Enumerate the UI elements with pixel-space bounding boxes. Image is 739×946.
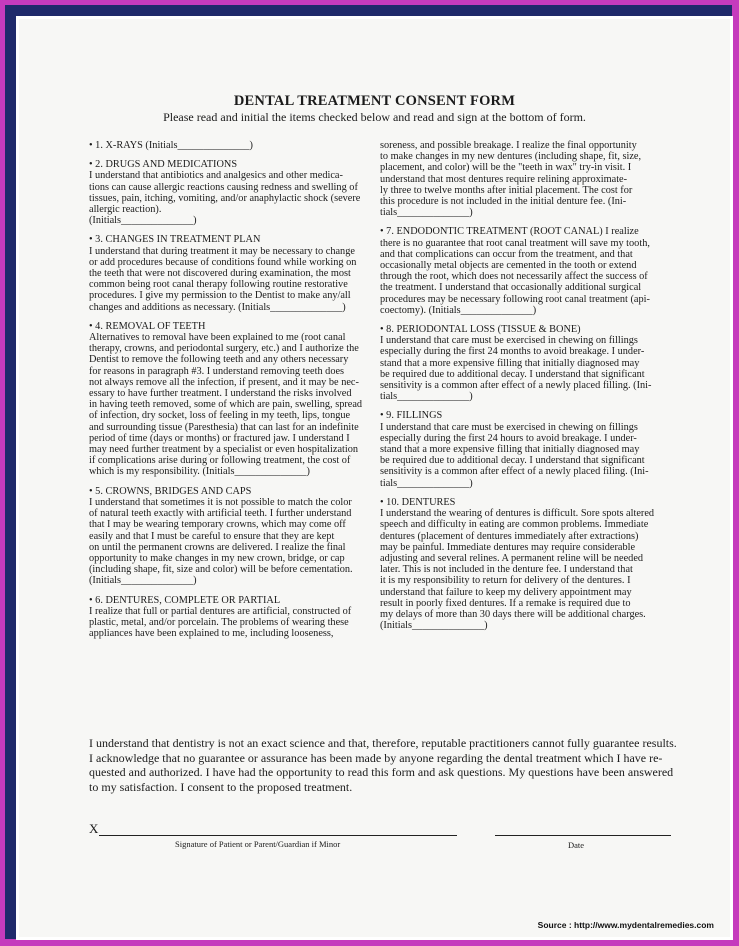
section-line: • 4. REMOVAL OF TEETH	[89, 320, 206, 332]
section-line: be required due to additional decay. I understand that significant	[380, 368, 645, 380]
form-title: DENTAL TREATMENT CONSENT FORM	[233, 93, 516, 109]
section-line: period of time (days or months) or fractured jaw. I understand I	[89, 432, 350, 444]
form-section	[380, 140, 671, 218]
section-line: my delays of more than 30 days there will be additional charges.	[380, 608, 646, 620]
section-line: procedures may be necessary following root canal treatment (api-	[380, 293, 650, 305]
section-line: through the root, which does not necessarily affect the success of	[380, 271, 648, 283]
section-line: • 2. DRUGS AND MEDICATIONS	[89, 159, 238, 171]
signature-label: Signature of Patient or Parent/Guardian if Minor	[175, 839, 341, 849]
section-line: I understand that care must be exercised in chewing on fillings	[380, 335, 638, 347]
section-line: opportunity to make changes in my new crown, bridge, or cap	[89, 552, 345, 564]
section-line: I understand that during treatment it may be necessary to change	[89, 245, 355, 257]
section-line: the teeth that were not discovered during examination, the most	[89, 268, 351, 280]
section-line: placement, and color) will be the "teeth in wax" try-in visit. I	[380, 162, 632, 174]
section-line: in having teeth removed, some of which are pain, swelling, spread	[89, 399, 363, 411]
section-line: that I may be wearing temporary crowns, which may come off	[89, 519, 346, 531]
consent-statement	[89, 736, 679, 795]
section-line: on until the permanent crowns are delivered. I realize the final	[89, 541, 346, 553]
section-line: later. This is not included in the denture fee. I understand that	[380, 564, 633, 576]
section-line: stand that a more expensive filling that initially diagnosed may	[380, 444, 640, 456]
outer-frame	[5, 5, 732, 939]
section-line: tials______________)	[380, 207, 473, 219]
section-line: tials______________)	[380, 391, 473, 403]
section-line: common being root canal therapy following routine restorative	[89, 279, 348, 291]
section-line: the treatment. I understand that occasionally additional surgical	[380, 282, 642, 294]
section-line: allergic reaction).	[89, 204, 162, 216]
section-line: essary to have further treatment. I understand the risks involved	[89, 388, 352, 400]
section-line: not always remove all the infection, if present, and it may be nec-	[89, 376, 359, 388]
section-line: may be painful. Immediate dentures may require considerable	[380, 541, 636, 553]
section-line: • 3. CHANGES IN TREATMENT PLAN	[89, 234, 261, 246]
section-line: for reasons in paragraph #3. I understand removing teeth does	[89, 365, 345, 377]
section-line: • 8. PERIODONTAL LOSS (TISSUE & BONE)	[380, 324, 581, 336]
section-line: and that complications can occur from the treatment, and that	[380, 248, 633, 260]
section-line: I understand that sometimes it is not possible to match the color	[89, 496, 352, 508]
form-section	[380, 324, 671, 402]
signature-line	[99, 835, 457, 836]
section-line: especially during the first 24 months to avoid breakage. I under-	[380, 346, 645, 358]
section-line: and surrounding tissue (Paresthesia) that can last for an indefinite	[89, 421, 359, 433]
section-line: (Initials______________)	[89, 575, 197, 587]
section-line: speech and difficulty in eating are common problems. Immediate	[380, 519, 649, 531]
section-line: of natural teeth exactly with artificial teeth. I further understand	[89, 508, 352, 520]
section-line: I understand that antibiotics and analgesics and other medica-	[89, 170, 343, 182]
section-line: • 9. FILLINGS	[380, 410, 443, 422]
section-line: be required due to additional decay. I understand that significant	[380, 455, 645, 467]
section-line: if complications arise during or following treatment, the cost of	[89, 455, 351, 467]
section-line: procedures. I give my permission to the Dentist to make any/all	[89, 290, 351, 302]
section-line: plastic, metal, and/or porcelain. The problems of wearing these	[89, 616, 349, 628]
date-line	[495, 835, 671, 836]
section-line: which is my responsibility. (Initials______________)	[89, 466, 310, 478]
section-line: of infection, dry socket, loss of feeling in my teeth, lips, tongue	[89, 410, 351, 422]
form-section	[380, 497, 671, 631]
section-line: • 6. DENTURES, COMPLETE OR PARTIAL	[89, 594, 281, 606]
section-line: coectomy). (Initials______________)	[380, 304, 537, 316]
section-line: soreness, and possible breakage. I realize the final opportunity	[380, 140, 637, 151]
form-section	[380, 226, 671, 316]
section-line: ly three to twelve months after initial placement. The cost for	[380, 184, 633, 196]
section-line: to make changes in my new dentures (including shape, fit, size,	[380, 151, 642, 163]
form-section	[89, 486, 371, 587]
consent-form-page	[17, 17, 732, 939]
section-line: sensitivity is a common after effect of a newly placed filing. (Ini-	[380, 466, 649, 478]
inner-frame	[16, 16, 733, 940]
form-section	[89, 234, 371, 312]
section-line: occasionally metal objects are cemented in the tooth or extend	[380, 260, 637, 272]
section-line: • 1. X-RAYS (Initials______________)	[89, 140, 253, 151]
form-subtitle: Please read and initial the items checked below and read and sign at the bottom of form.	[163, 110, 586, 124]
section-line: Alternatives to removal have been explained to me (root canal	[89, 332, 346, 344]
statement-line: quested and authorized. I have had the opportunity to read this form and ask questions. My questions have been answered	[89, 765, 674, 780]
signature-x: X	[89, 821, 99, 836]
section-line: (Initials______________)	[380, 620, 488, 632]
section-line: appliances have been explained to me, including looseness,	[89, 628, 334, 640]
section-line: understand that failure to keep my delivery appointment may	[380, 586, 632, 598]
section-line: I realize that full or partial dentures are artificial, constructed of	[89, 605, 352, 617]
section-line: I understand that care must be exercised in chewing on fillings	[380, 421, 638, 433]
section-line: especially during the first 24 hours to avoid breakage. I under-	[380, 432, 637, 444]
section-line: understand that most dentures require relining approximate-	[380, 173, 628, 185]
form-section	[89, 140, 371, 151]
statement-line: I acknowledge that no guarantee or assurance has been made by anyone regarding the dental treatment which I have re-	[89, 750, 663, 765]
section-line: may need further treatment by a specialist or even hospitalization	[89, 444, 359, 456]
source-credit: Source : http://www.mydentalremedies.com	[537, 920, 714, 930]
right-column	[380, 140, 671, 639]
section-line: adjusting and several relines. A permanent reline will be needed	[380, 552, 644, 564]
section-line: result in poorly fixed dentures. If a remake is required due to	[380, 597, 631, 609]
section-line: tissues, pain, itching, vomiting, and/or anaphylactic shock (severe	[89, 192, 361, 204]
section-line: (including shape, fit, size and color) will be before cementation.	[89, 564, 353, 576]
form-section	[89, 595, 371, 640]
section-line: dentures (placement of dentures immediately after extractions)	[380, 530, 639, 542]
statement-line: I understand that dentistry is not an exact science and that, therefore, reputable practitioners cannot fully guarantee results.	[89, 736, 677, 750]
section-line: therapy, crowns, and periodontal surgery, etc.) and I authorize the	[89, 343, 359, 355]
left-column	[89, 140, 371, 647]
date-label: Date	[568, 840, 585, 850]
section-line: or add procedures because of conditions found while working on	[89, 256, 357, 268]
section-line: stand that a more expensive filling that initially diagnosed may	[380, 357, 640, 369]
form-section	[89, 159, 371, 226]
section-line: it is my responsibility to return for delivery of the dentures. I	[380, 575, 631, 587]
section-line: tions can cause allergic reactions causing redness and swelling of	[89, 181, 358, 193]
section-line: • 10. DENTURES	[380, 496, 456, 508]
section-line: changes and additions as necessary. (Initials______________)	[89, 301, 346, 313]
section-line: Dentist to remove the following teeth and any others necessary	[89, 354, 349, 366]
section-line: I understand the wearing of dentures is difficult. Sore spots altered	[380, 508, 655, 520]
section-line: there is no guarantee that root canal treatment will save my tooth,	[380, 237, 650, 249]
form-section	[380, 410, 671, 488]
section-line: easily and that I must be careful to ensure that they are kept	[89, 530, 335, 542]
form-section	[89, 321, 371, 478]
section-line: sensitivity is a common after effect of a newly placed filling. (Ini-	[380, 380, 652, 392]
section-line: • 7. ENDODONTIC TREATMENT (ROOT CANAL) I realize	[380, 226, 639, 238]
statement-line: to my satisfaction. I consent to the proposed treatment.	[89, 780, 353, 795]
section-line: • 5. CROWNS, BRIDGES AND CAPS	[89, 485, 252, 497]
section-line: tials______________)	[380, 477, 473, 489]
section-line: this procedure is not included in the initial denture fee. (Ini-	[380, 196, 627, 208]
section-line: (Initials______________)	[89, 215, 197, 227]
